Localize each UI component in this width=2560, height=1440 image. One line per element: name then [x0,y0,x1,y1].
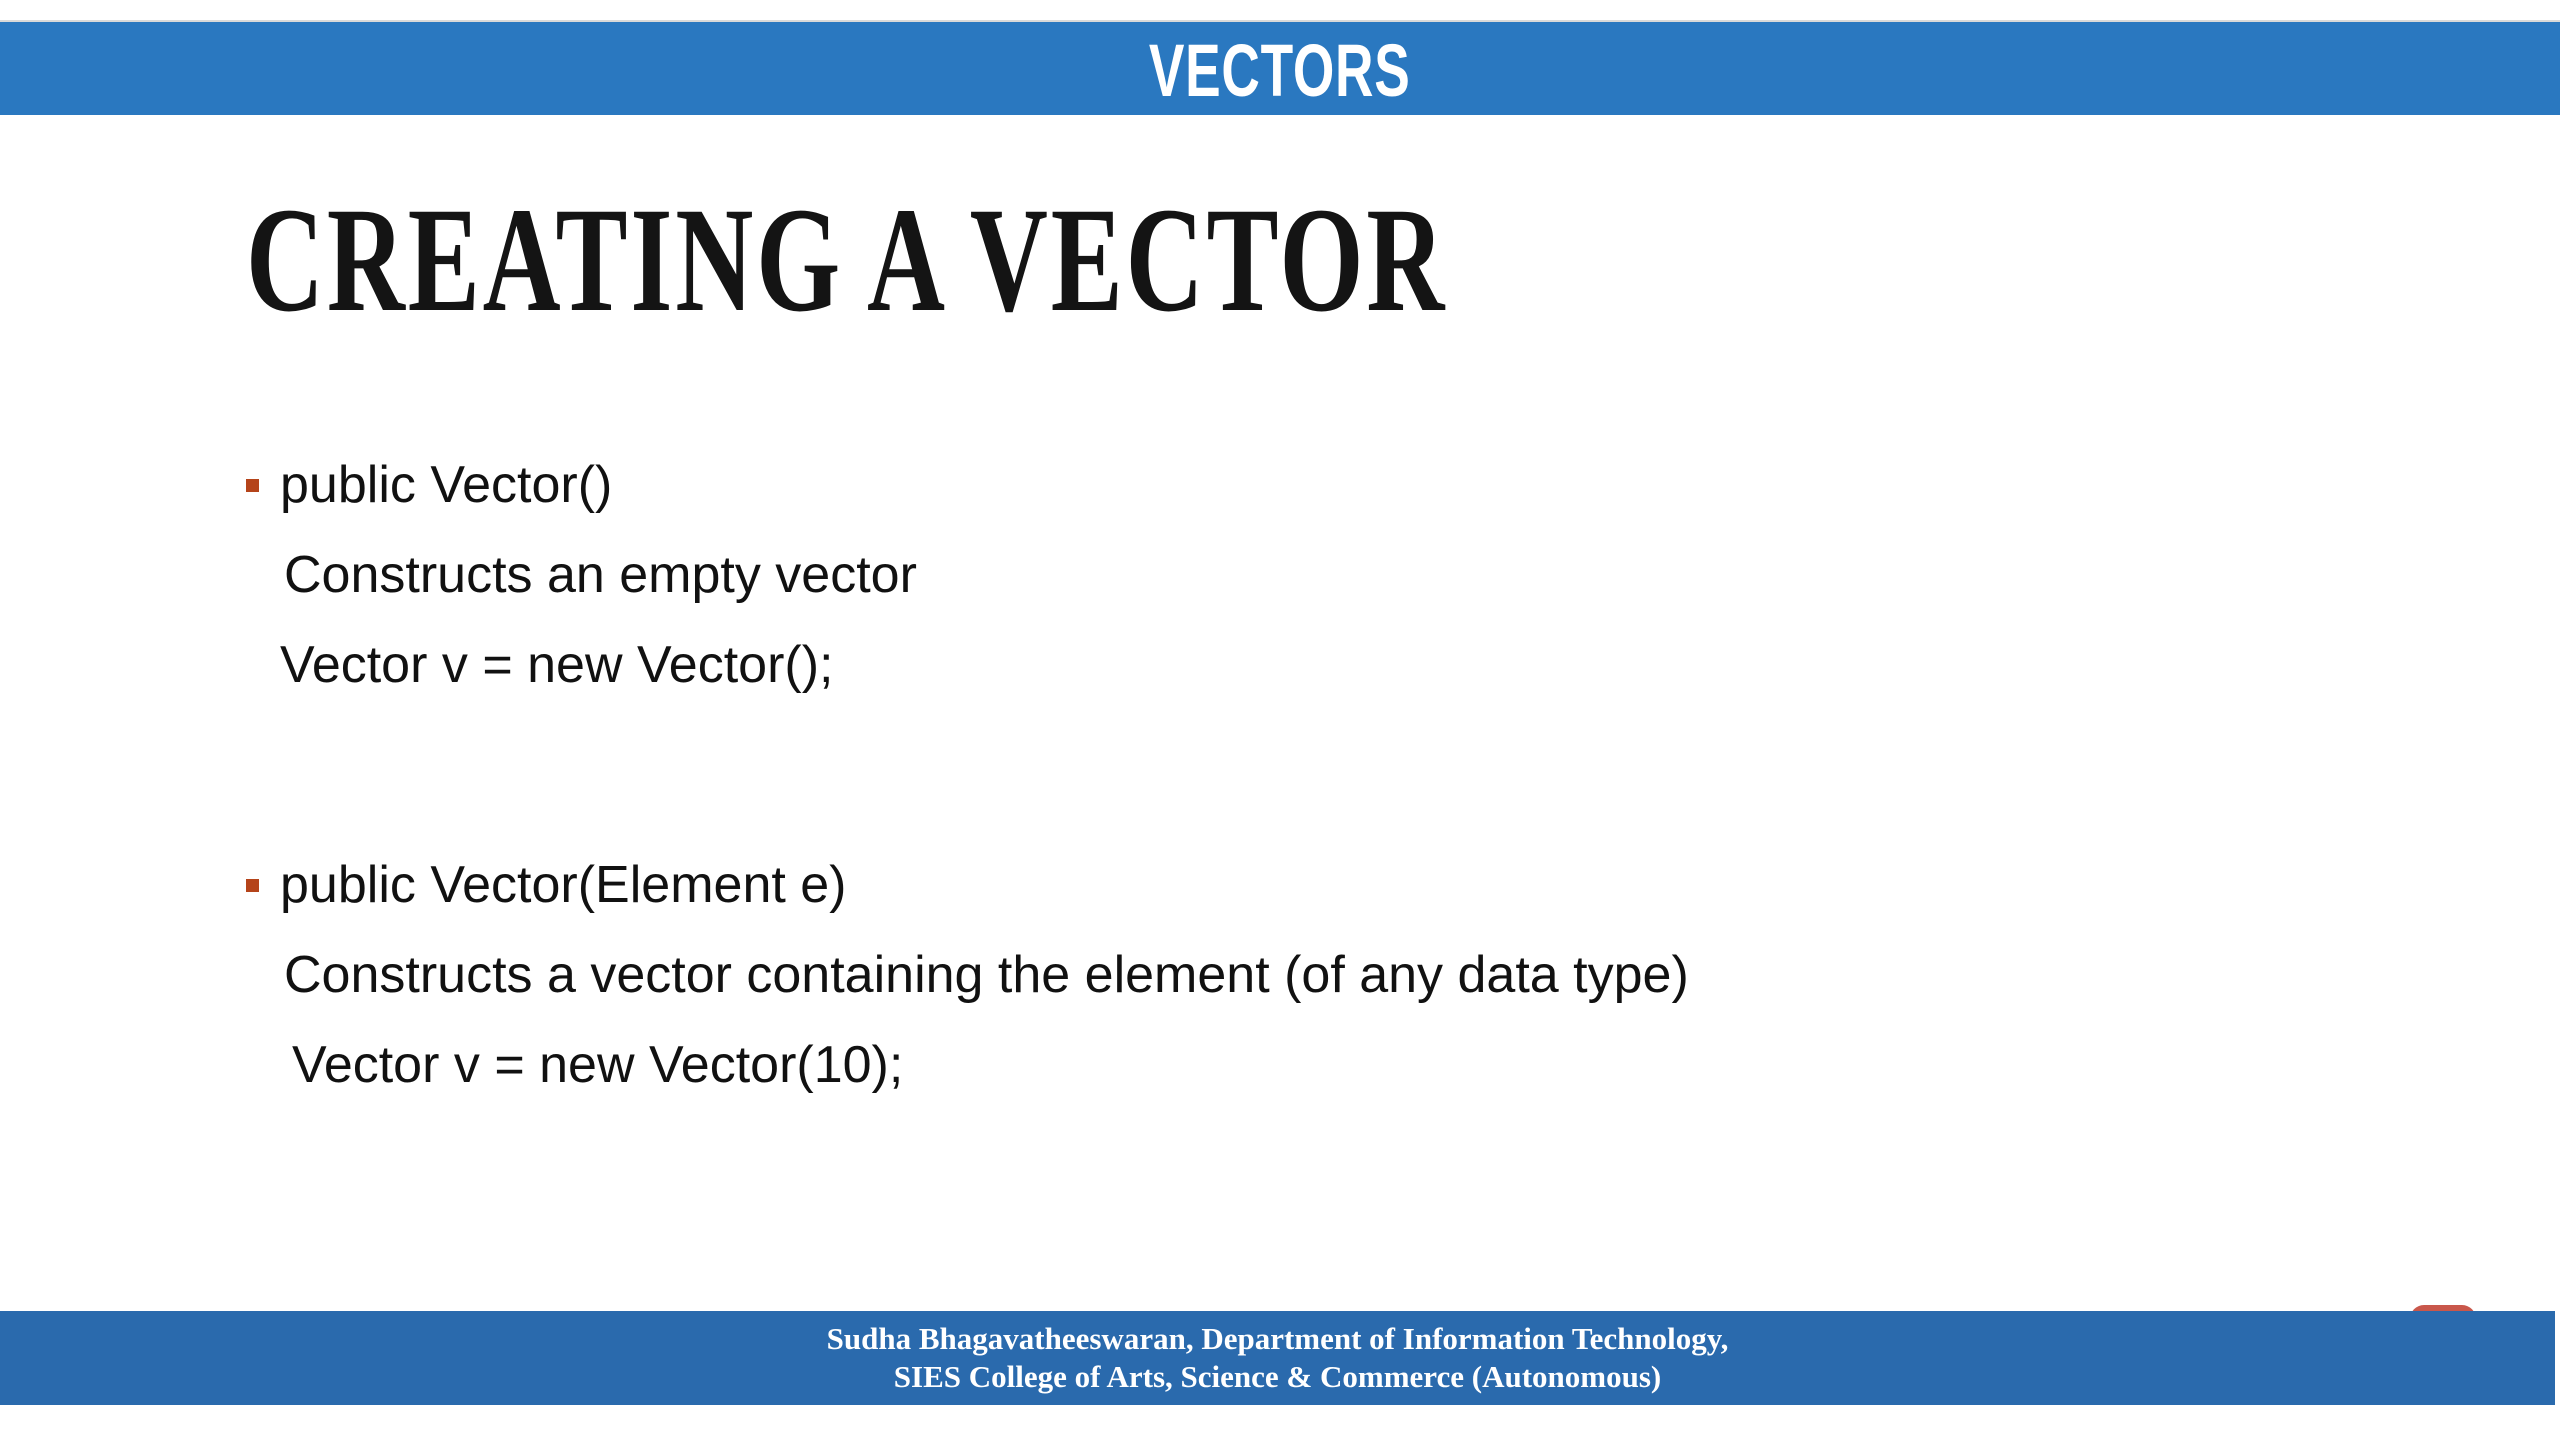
footer-line-2: SIES College of Arts, Science & Commerce (Autonomous) [893,1359,1662,1394]
top-rule [0,0,2560,22]
bullet-description: Constructs an empty vector [284,546,917,604]
bullet-line [246,840,2246,930]
bullet-example-line [246,620,2246,710]
slide-title: CREATING A VECTOR [246,177,1448,343]
footer-line-1: Sudha Bhagavatheeswaran, Department of Information Technology, [826,1321,1729,1356]
bullet-example: Vector v = new Vector(); [280,636,834,694]
bullet-line [246,440,2246,530]
bullet-block [246,840,2246,1110]
bullet-example-line [246,1020,2246,1110]
bullet-description: Constructs a vector containing the element (of any data type) [284,946,1689,1004]
bullet-block [246,440,2246,710]
slide-content [246,440,2246,1240]
bullet-heading: public Vector(Element e) [280,856,847,914]
bullet-square-icon [246,479,259,492]
bullet-heading: public Vector() [280,456,613,514]
bottom-margin [0,1405,2560,1440]
header-band [0,22,2560,115]
bullet-description-line [246,530,2246,620]
header-title: VECTORS [1149,28,1411,112]
bullet-square-icon [246,879,259,892]
bullet-description-line [246,930,2246,1020]
bullet-example: Vector v = new Vector(10); [292,1036,904,1094]
footer-band [0,1311,2555,1405]
